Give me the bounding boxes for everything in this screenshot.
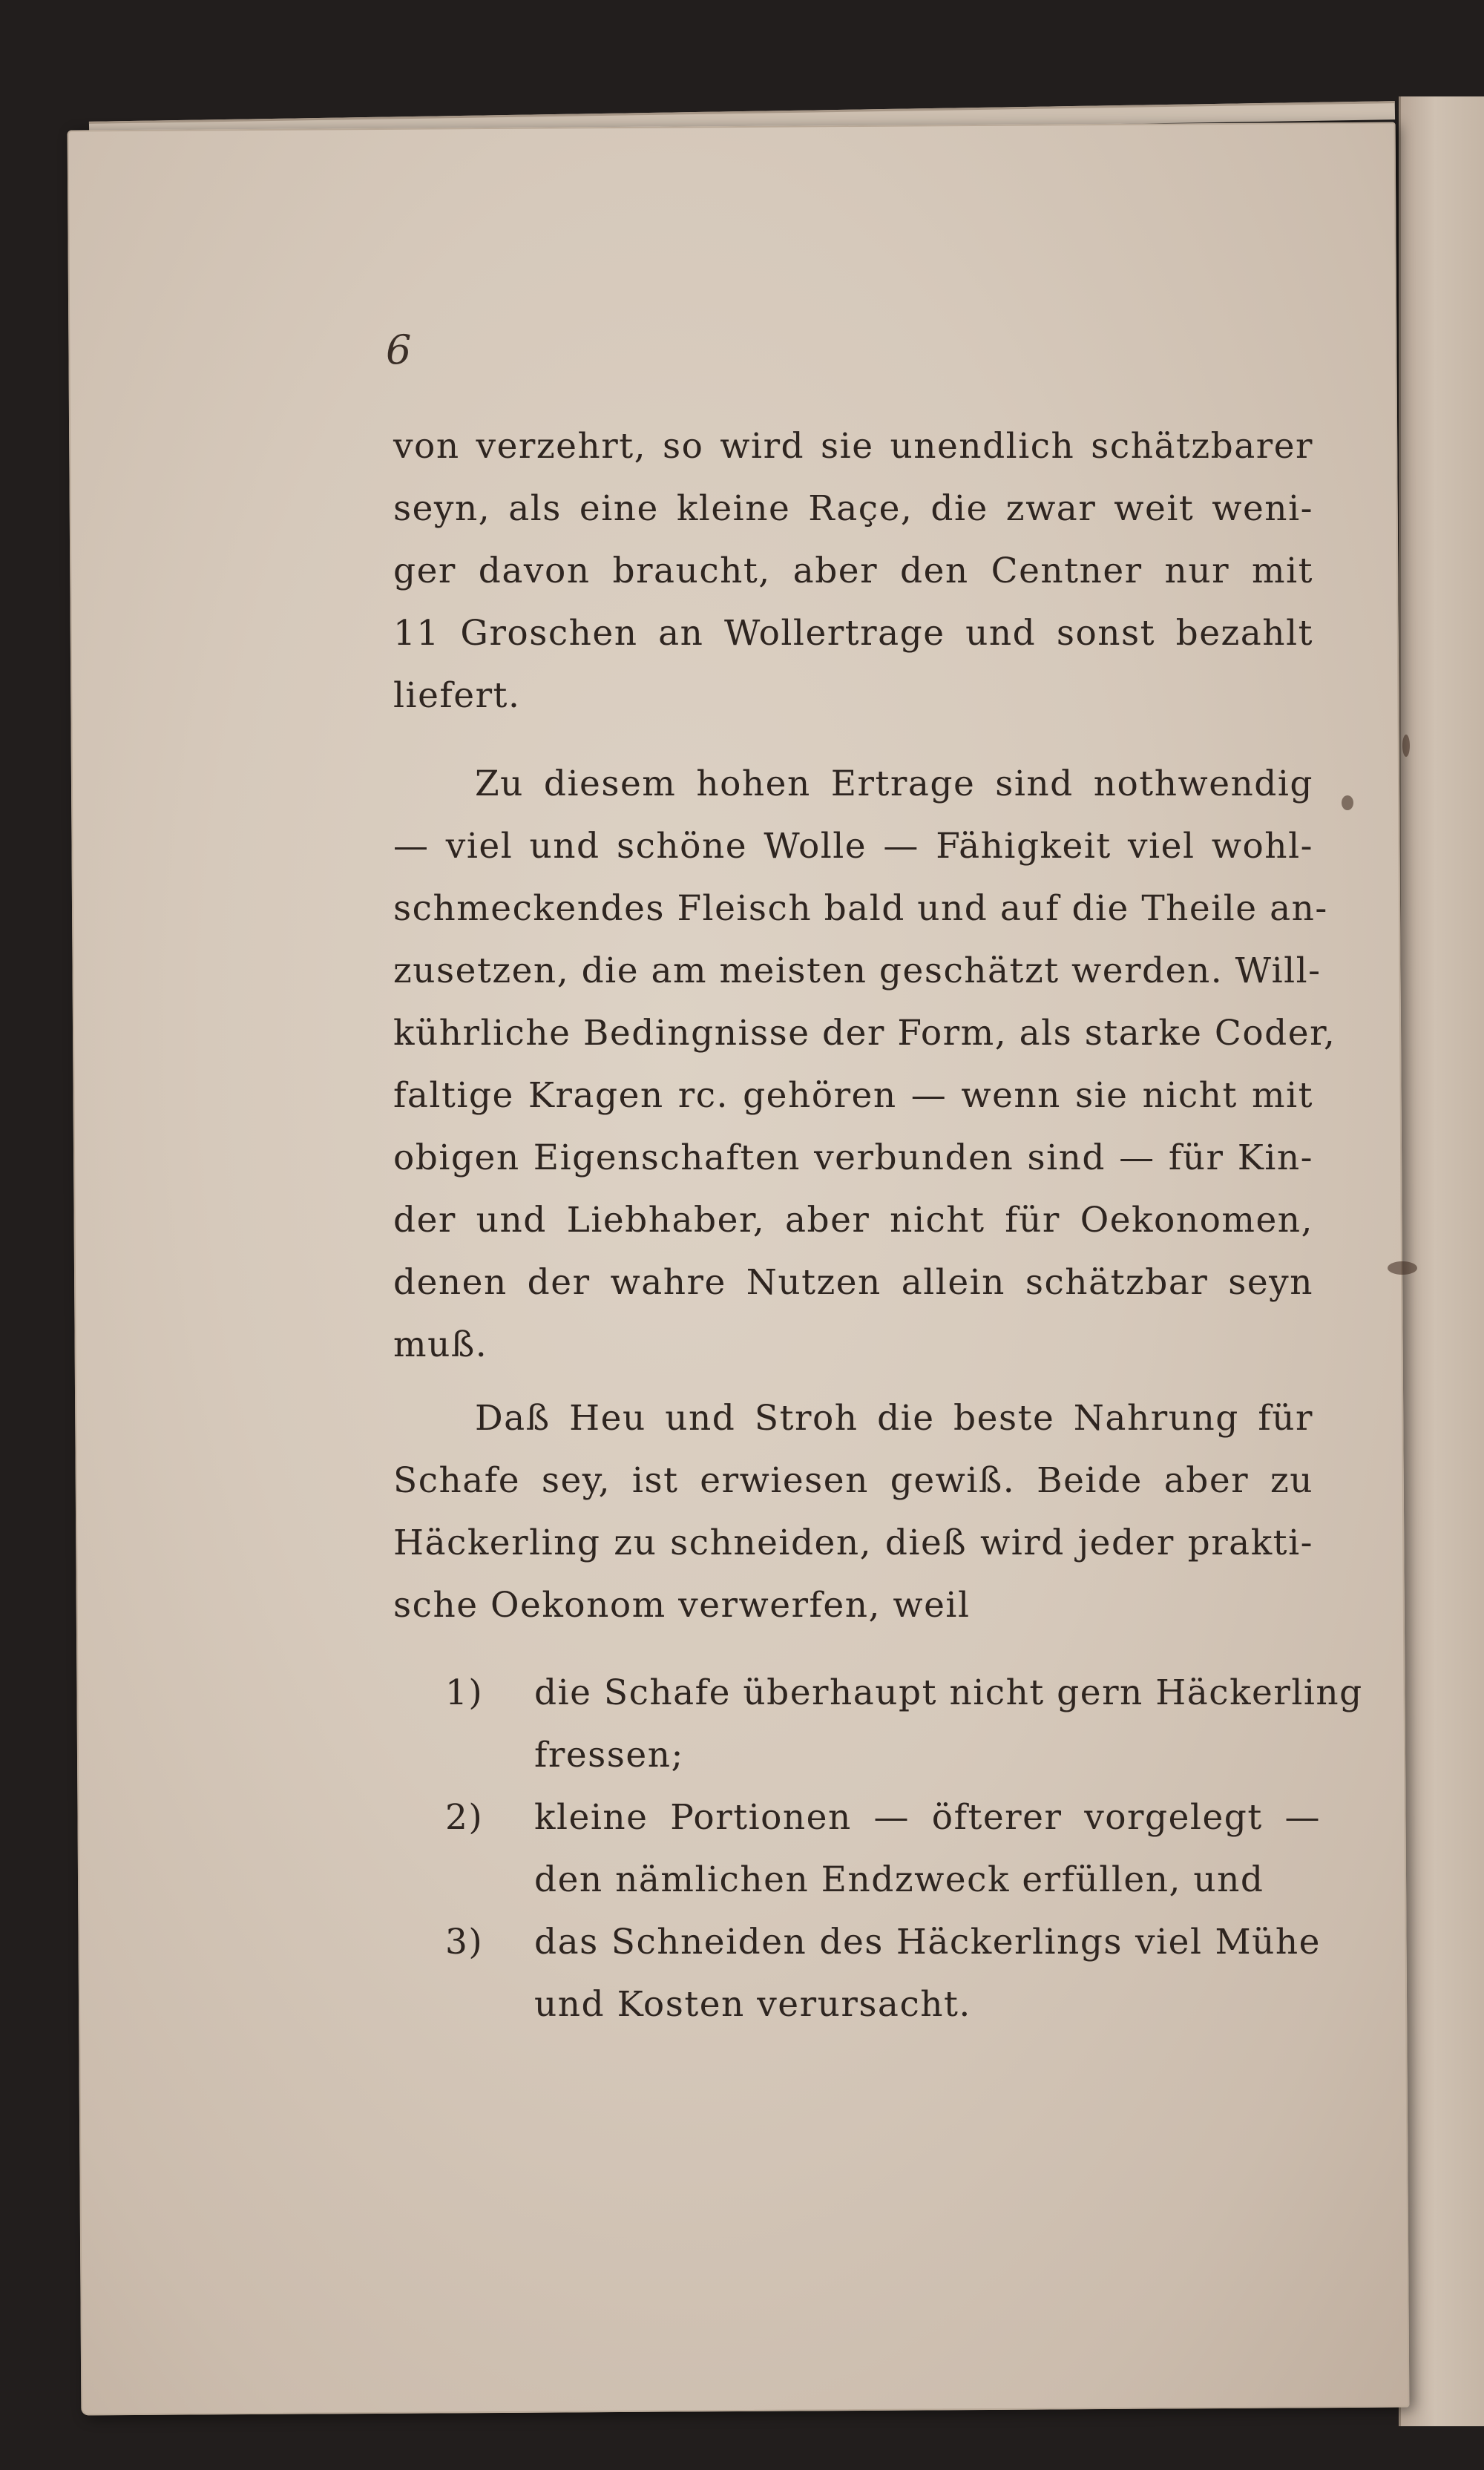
list-item — [445, 1911, 1321, 2036]
numbered-list — [445, 1662, 1363, 2036]
text-line: Daß Heu und Stroh die beste Nahrung für — [475, 1398, 1313, 1439]
text-line: Schafe sey, ist erwiesen gewiß. Beide aber zu — [393, 1460, 1313, 1501]
paragraph-2 — [393, 753, 1336, 1376]
text-line: kührliche Bedingnisse der Form, als starke Coder, — [393, 1013, 1336, 1054]
text-line: faltige Kragen rc. gehören — wenn sie nicht mit — [393, 1075, 1313, 1116]
text-line: denen der wahre Nutzen allein schätzbar seyn — [393, 1262, 1313, 1303]
text-line: obigen Eigenschaften verbunden sind — für Kin- — [393, 1137, 1313, 1178]
list-number: 1) — [445, 1672, 484, 1713]
text-line: ger davon braucht, aber den Centner nur mit — [393, 551, 1313, 591]
ink-spot — [1388, 1261, 1417, 1275]
list-number: 3) — [445, 1922, 484, 1962]
text-line: muß. — [393, 1324, 488, 1365]
list-number: 2) — [445, 1797, 484, 1838]
text-line: zusetzen, die am meisten geschätzt werden. Will- — [393, 950, 1322, 991]
ink-spot — [1402, 735, 1410, 757]
text-line: von verzehrt, so wird sie unendlich schätzbarer — [393, 426, 1313, 467]
list-item — [445, 1662, 1363, 1787]
facing-page-edge — [1399, 96, 1484, 2426]
text-line: sche Oekonom verwerfen, weil — [393, 1585, 971, 1626]
text-line: 11 Groschen an Wollertrage und sonst bezahlt — [393, 613, 1313, 654]
text-line: — viel und schöne Wolle — Fähigkeit viel wohl- — [393, 826, 1313, 867]
paragraph-3 — [393, 1387, 1313, 1637]
text-line: die Schafe überhaupt nicht gern Häckerling — [534, 1672, 1363, 1713]
text-line: seyn, als eine kleine Raçe, die zwar weit weni- — [393, 488, 1313, 529]
text-line: das Schneiden des Häckerlings viel Mühe — [534, 1922, 1321, 1962]
ink-spot — [1342, 795, 1353, 810]
paragraph-1 — [393, 416, 1313, 727]
text-line: und Kosten verursacht. — [534, 1984, 971, 2025]
list-item — [445, 1787, 1321, 1911]
text-line: den nämlichen Endzweck erfüllen, und — [534, 1859, 1264, 1900]
text-line: kleine Portionen — öfterer vorgelegt — — [534, 1797, 1321, 1838]
text-line: Zu diesem hohen Ertrage sind nothwendig — [475, 763, 1313, 804]
text-line: schmeckendes Fleisch bald und auf die Theile an- — [393, 888, 1328, 929]
text-line: der und Liebhaber, aber nicht für Oekonomen, — [393, 1200, 1313, 1241]
page-number: 6 — [386, 326, 412, 373]
text-line: liefert. — [393, 675, 521, 716]
text-line: Häckerling zu schneiden, dieß wird jeder prakti- — [393, 1523, 1313, 1563]
text-line: fressen; — [534, 1735, 684, 1776]
